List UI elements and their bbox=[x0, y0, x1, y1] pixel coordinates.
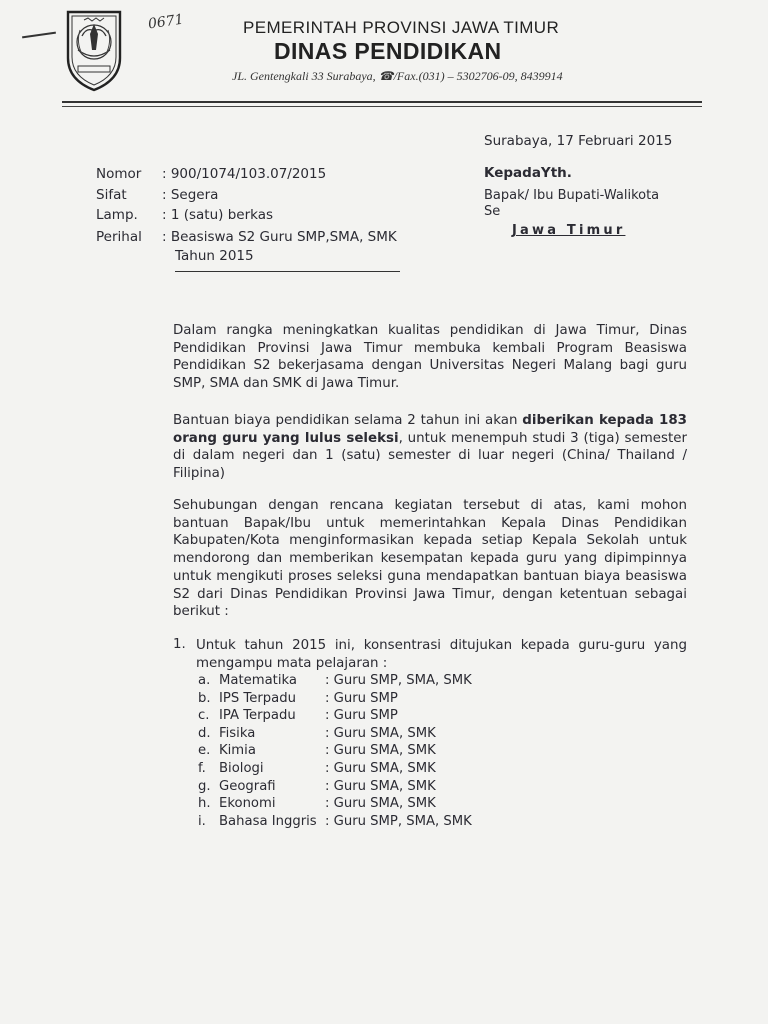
subject-level: : Guru SMA, SMK bbox=[325, 778, 436, 794]
paragraph-funding bbox=[173, 412, 687, 483]
list-lead-text: Untuk tahun 2015 ini, konsentrasi ditujukan kepada guru-guru yang mengampu mata pelajaran : bbox=[196, 638, 687, 671]
subject-level: : Guru SMP bbox=[325, 690, 398, 706]
subject-name: IPA Terpadu bbox=[219, 708, 296, 724]
subject-level: : Guru SMA, SMK bbox=[325, 743, 436, 759]
meta-label-lamp: Lamp. bbox=[96, 207, 138, 223]
subject-letter: f. bbox=[198, 761, 206, 776]
funding-text-end: , untuk menempuh studi 3 (tiga) semester di dalam negeri dan 1 (satu) semester di luar negeri (China/ Thailand / Filipina) bbox=[173, 430, 687, 482]
meta-label-nomor: Nomor bbox=[96, 166, 142, 182]
handwritten-number: 0671 bbox=[147, 11, 185, 33]
subject-letter: a. bbox=[198, 673, 211, 688]
subject-row bbox=[198, 673, 472, 688]
paragraph-intro: Dalam rangka meningkatkan kualitas pendidikan di Jawa Timur, Dinas Pendidikan Provinsi Jawa Timur membuka kembali Program Beasiswa Pendidikan S2 bekerjasama dengan Universitas Negeri Malang bagi guru SMP, SMA dan SMK di Jawa Timur. bbox=[173, 323, 687, 392]
subject-name: Kimia bbox=[219, 743, 256, 759]
subject-level: : Guru SMA, SMK bbox=[325, 796, 436, 812]
subject-level: : Guru SMP, SMA, SMK bbox=[325, 673, 472, 688]
provincial-emblem-icon bbox=[62, 6, 126, 92]
recipient-heading: KepadaYth. bbox=[484, 165, 572, 181]
subject-row bbox=[198, 708, 398, 723]
office-address: JL. Gentengkali 33 Surabaya, ☎/Fax.(031) – 5302706-09, 8439914 bbox=[232, 69, 563, 83]
subject-letter: d. bbox=[198, 725, 211, 741]
subject-name: Geografi bbox=[219, 778, 276, 794]
subject-letter: b. bbox=[198, 690, 211, 706]
letterhead-rule-thin bbox=[62, 106, 702, 107]
subject-row bbox=[198, 761, 436, 776]
meta-label-sifat: Sifat bbox=[96, 187, 127, 203]
subject-row bbox=[198, 726, 436, 741]
paragraph-request: Sehubungan dengan rencana kegiatan tersebut di atas, kami mohon bantuan Bapak/Ibu untuk memerintahkan Kepala Dinas Pendidikan Kabupaten/Kota menginformasikan kepada setiap Kepala Sekolah untuk mendorong dan memberikan kesempatan kepada guru yang dipimpinnya untuk mengikuti proses seleksi guna mendapatkan bantuan biaya beasiswa S2 dari Dinas Pendidikan Provinsi Jawa Timur, dengan ketentuan sebagai berikut : bbox=[173, 498, 687, 620]
funding-text-start: Bantuan biaya pendidikan selama 2 tahun ini akan bbox=[173, 413, 523, 428]
recipient-line: Se bbox=[484, 204, 501, 219]
subject-name: IPS Terpadu bbox=[219, 690, 296, 706]
subject-letter: c. bbox=[198, 708, 210, 724]
subject-underline bbox=[175, 271, 400, 272]
meta-value-sifat: : Segera bbox=[162, 187, 219, 203]
subject-letter: h. bbox=[198, 796, 211, 812]
subject-level: : Guru SMA, SMK bbox=[325, 725, 436, 741]
subject-level: : Guru SMP bbox=[325, 708, 398, 724]
subject-row bbox=[198, 779, 436, 794]
letter-date: Surabaya, 17 Februari 2015 bbox=[484, 133, 673, 149]
subject-letter: e. bbox=[198, 743, 211, 759]
subject-letter: i. bbox=[198, 813, 206, 829]
subject-name: Matematika bbox=[219, 673, 297, 688]
meta-value-perihal: : Beasiswa S2 Guru SMP,SMA, SMK bbox=[162, 229, 397, 245]
pen-mark bbox=[22, 32, 56, 39]
recipient-line: Bapak/ Ibu Bupati-Walikota bbox=[484, 188, 660, 203]
subject-letter: g. bbox=[198, 778, 211, 794]
government-name: PEMERINTAH PROVINSI JAWA TIMUR bbox=[243, 18, 560, 37]
subject-row bbox=[198, 796, 436, 811]
funding-emphasis: diberikan kepada 183 orang guru yang lulus seleksi bbox=[173, 413, 687, 446]
subject-row bbox=[198, 814, 472, 829]
department-name: DINAS PENDIDIKAN bbox=[274, 38, 502, 64]
subject-name: Fisika bbox=[219, 725, 256, 741]
subject-level: : Guru SMA, SMK bbox=[325, 761, 436, 776]
subject-row bbox=[198, 691, 398, 706]
subject-name: Ekonomi bbox=[219, 796, 276, 812]
meta-value-nomor: : 900/1074/103.07/2015 bbox=[162, 166, 327, 182]
meta-label-perihal: Perihal bbox=[96, 229, 142, 245]
recipient-region: Jawa Timur bbox=[512, 223, 626, 238]
subject-name: Bahasa Inggris bbox=[219, 813, 317, 829]
subject-row bbox=[198, 743, 436, 758]
meta-value-lamp: : 1 (satu) berkas bbox=[162, 207, 274, 223]
subject-name: Biologi bbox=[219, 761, 264, 776]
subject-level: : Guru SMP, SMA, SMK bbox=[325, 813, 472, 829]
letterhead-rule bbox=[62, 101, 702, 103]
meta-value-perihal-cont: Tahun 2015 bbox=[175, 248, 254, 264]
list-number: 1. bbox=[173, 637, 186, 652]
